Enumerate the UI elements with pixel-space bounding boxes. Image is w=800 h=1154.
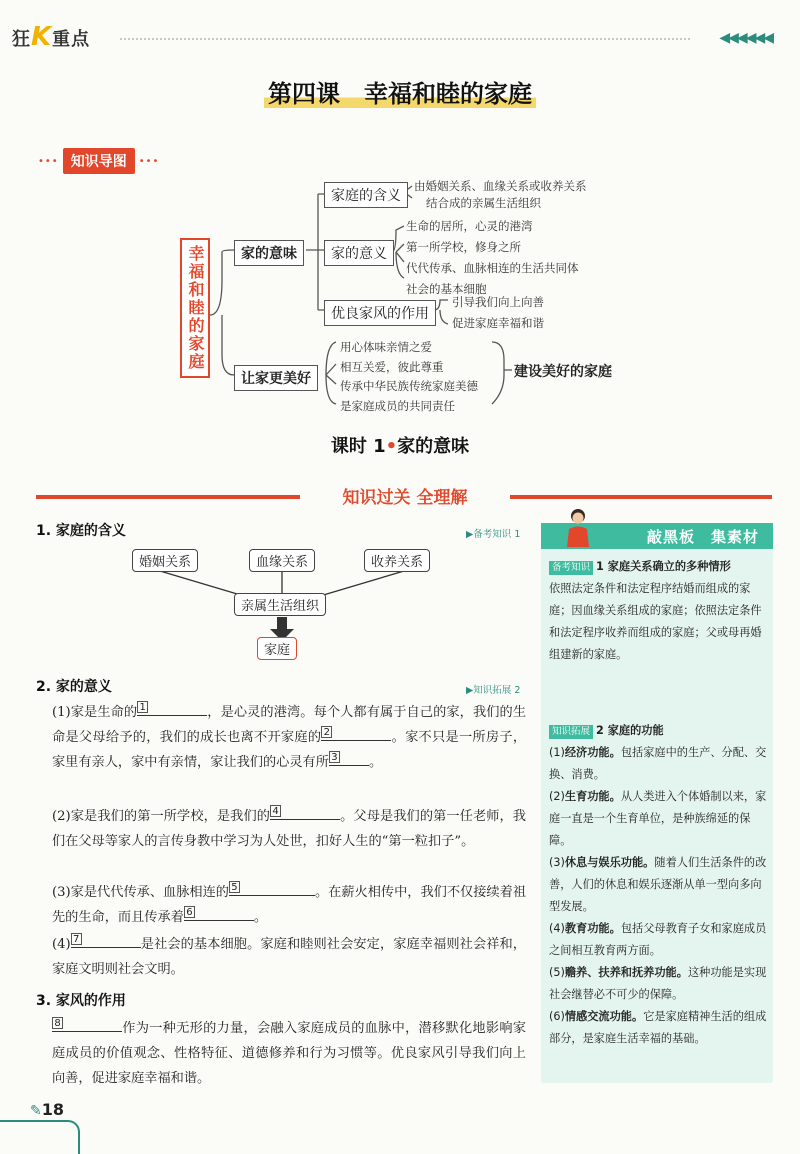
mindmap-branch-meaning: 家的意味 — [234, 240, 304, 266]
tag-exam-knowledge: ▶备考知识 1 — [466, 529, 521, 540]
flow-box-adoption: 收养关系 — [364, 549, 430, 572]
fill-blank[interactable]: 8 — [52, 1017, 122, 1032]
fill-blank[interactable]: 3 — [329, 751, 369, 766]
panel-block-2: 知识拓展 2 家庭的功能 (1)经济功能。包括家庭中的生产、分配、交换、消费。 (2)生育功能。从人类进入个体婚制以来，家庭一直是一个生育单位，是种族绵延的保障。 (3)休息与娱乐功能。随着人们生活条件的改善，人们的休息和娱乐逐渐从单一型向多向型发展。 (4)教育功能。包括父母教育子女和家庭成员之间相互教育两方面。 (5)赡养、扶养和抚养功能。这种功能是实现社会继替必不可少的保障。 (6)情感交流功能。它是家庭精神生活的组成部分，是家庭生活幸福的基础。 — [549, 720, 767, 1050]
page-corner-decoration — [0, 1120, 80, 1154]
mindmap-node-definition: 家庭的含义 — [324, 182, 408, 208]
mindmap-branch-better: 让家更美好 — [234, 365, 318, 391]
paragraph-significance-2: (2)家是我们的第一所学校，是我们的 4 。父母是我们的第一任老师，我们在父母等家人的言传身教中学习为人处世，扣好人生的“第一粒扣子”。 — [52, 806, 526, 849]
pencil-icon: ✎ — [30, 1103, 42, 1119]
mindmap-note-list: 生命的居所，心灵的港湾 第一所学校，修身之所 代代传承、血脉相连的生活共同体 社会的基本细胞 — [406, 219, 579, 296]
paragraph-significance-3: (3)家是代代传承、血脉相连的 5 。在薪火相传中，我们不仅接续着祖先的生命，而且传承着 6 。 — [52, 882, 527, 925]
fill-blank[interactable]: 2 — [321, 726, 391, 741]
paragraph-family-style: 8 作为一种无形的力量，会融入家庭成员的血脉中，潜移默化地影响家庭成员的价值观念、性格特征、道德修养和行为习惯等。优良家风引导我们向上向善，促进家庭幸福和谐。 — [52, 1018, 526, 1086]
paragraph-significance-1: (1)家是生命的 1 ，是心灵的港湾。每个人都有属于自己的家，我们的生命是父母给予的，我们的成长也离不开家庭的 2 。家不只是一所房子，家里有亲人，家中有亲情，家让我们的心灵有所 3 。 — [52, 702, 527, 770]
lesson-subtitle: 课时 1•家的意味 — [330, 436, 470, 457]
side-panel-header: 敲黑板 集素材 — [541, 523, 773, 549]
mindmap-note-list: 引导我们向上向善 促进家庭幸福和谐 — [452, 295, 544, 330]
panel-item: (5)赡养、扶养和抚养功能。这种功能是实现社会继替必不可少的保障。 — [549, 966, 767, 1001]
paragraph-significance-4: (4) 7 是社会的基本细胞。家庭和睦则社会安定，家庭幸福则社会祥和，家庭文明则社会文明。 — [52, 934, 526, 977]
fill-blank[interactable]: 6 — [184, 906, 254, 921]
panel-item: (2)生育功能。从人类进入个体婚制以来，家庭一直是一个生育单位，是种族绵延的保障。 — [549, 790, 767, 847]
flow-box-blood: 血缘关系 — [249, 549, 315, 572]
mindmap-note: 由婚姻关系、血缘关系或收养关系 结合成的亲属生活组织 — [414, 179, 587, 210]
mindmap-node-style: 优良家风的作用 — [324, 300, 436, 326]
fill-blank[interactable]: 7 — [71, 933, 141, 948]
heading-family-style: 3. 家风的作用 — [36, 993, 126, 1009]
fill-blank[interactable]: 5 — [229, 881, 315, 896]
flow-box-family: 家庭 — [257, 637, 297, 660]
panel-item: (1)经济功能。包括家庭中的生产、分配、交换、消费。 — [549, 746, 767, 781]
flow-box-marriage: 婚姻关系 — [132, 549, 198, 572]
page-number: ✎18 — [30, 1100, 64, 1119]
fill-blank[interactable]: 4 — [270, 805, 340, 820]
brand-logo: 狂K重点 — [12, 22, 91, 52]
mindmap-root: 幸福和睦的家庭 — [180, 238, 210, 378]
section-tag-knowledge-map: ••• 知识导图 ••• — [38, 148, 159, 174]
mindmap-node-significance: 家的意义 — [324, 240, 394, 266]
fill-blank[interactable]: 1 — [137, 701, 207, 716]
panel-item: (4)教育功能。包括父母教育子女和家庭成员之间相互教育两方面。 — [549, 922, 767, 957]
panel-item: (6)情感交流功能。它是家庭精神生活的组成部分，是家庭生活幸福的基础。 — [549, 1010, 767, 1045]
heading-family-significance: 2. 家的意义 — [36, 679, 112, 695]
chevron-decoration-icon: ◀◀◀◀◀◀ — [719, 30, 772, 46]
flow-box-organization: 亲属生活组织 — [234, 593, 326, 616]
header-divider — [120, 38, 690, 40]
section-banner-title: 知识过关 全理解 — [300, 483, 510, 511]
panel-block-1: 备考知识 1 家庭关系确立的多种情形 依照法定条件和法定程序结婚而组成的家庭；因血缘关系组成的家庭；依照法定条件和法定程序收养而组成的家庭；父或母再婚组建新的家庭。 — [549, 560, 762, 661]
tag-knowledge-extension: ▶知识拓展 2 — [466, 685, 521, 696]
heading-family-definition: 1. 家庭的含义 — [36, 523, 126, 539]
panel-tag: 备考知识 — [549, 561, 593, 575]
mindmap-note-list: 用心体味亲情之爱 相互关爱，彼此尊重 传承中华民族传统家庭美德 是家庭成员的共同责任 — [340, 340, 478, 413]
mindmap-result: 建设美好的家庭 — [514, 364, 612, 380]
panel-tag: 知识拓展 — [549, 725, 593, 739]
panel-item: (3)休息与娱乐功能。随着人们生活条件的改善，人们的休息和娱乐逐渐从单一型向多向型发展。 — [549, 856, 767, 913]
lesson-title: 第四课 幸福和睦的家庭 — [0, 74, 800, 109]
teacher-icon — [563, 507, 593, 547]
